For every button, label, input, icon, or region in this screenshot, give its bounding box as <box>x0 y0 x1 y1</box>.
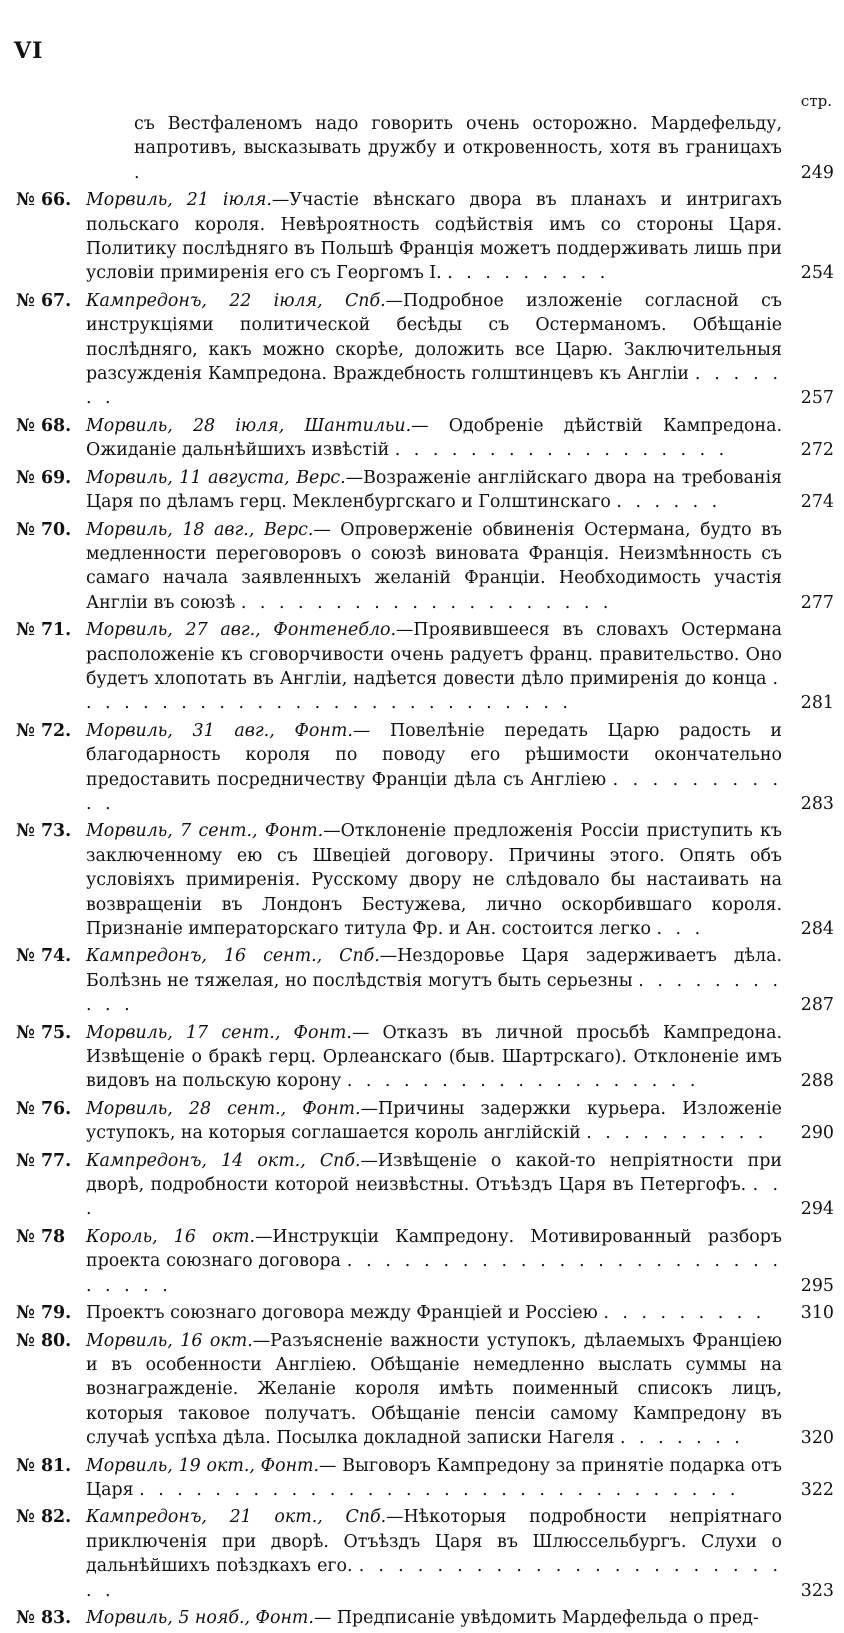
entry-body <box>86 414 782 463</box>
page-number: 284 <box>800 919 834 939</box>
page-number: 254 <box>800 263 834 284</box>
toc-entry <box>16 1329 834 1451</box>
entry-summary: —Извѣщеніе о какой-то непріятности при дворѣ, подробности которой неизвѣстны. Отъѣздъ Царя въ Петергофъ. <box>86 1150 782 1196</box>
page-number: 295 <box>800 1275 834 1296</box>
entry-body <box>86 1097 782 1146</box>
entry-number: № 83. <box>16 1607 72 1628</box>
entry-sender-date: Морвиль, 7 сент., Фонт. <box>86 821 324 842</box>
toc-entry <box>16 819 834 941</box>
page-number: 290 <box>800 1123 834 1144</box>
entry-body <box>86 1454 782 1503</box>
entry-summary: — Отказъ въ личной просьбѣ Кампредона. Извѣщеніе о бракѣ герц. Орлеанскаго (быв. Шартрскаго). Отклоненіе имъ видовъ на польскую корону <box>86 1022 782 1092</box>
toc-entry <box>16 1225 834 1298</box>
entry-summary: — Опроверженіе обвиненія Остермана, будто въ медленности переговоровъ о союзѣ виновата Франція. Неизмѣнность съ самаго начала заявленныхъ желаній Франціи. Необходимость участія Англіи въ союзѣ <box>86 519 782 613</box>
entry-sender-date: Кампредонъ, 21 окт., Спб. <box>86 1507 387 1528</box>
toc-entry <box>16 719 834 817</box>
entry-number: № 71. <box>16 620 72 641</box>
entry-number: № 77. <box>16 1150 72 1171</box>
page-number: 323 <box>800 1580 834 1601</box>
page-number: 322 <box>800 1479 834 1500</box>
entry-body <box>86 719 782 817</box>
toc-entry <box>16 1301 834 1325</box>
toc-entry <box>16 112 834 185</box>
entry-sender-date: Морвиль, 31 авг., Фонт. <box>86 720 353 741</box>
entry-body <box>86 466 782 515</box>
entry-summary: —Подробное изложеніе согласной съ инструкціями политической бесѣды съ Остерманомъ. Обѣщаніе послѣдняго, какъ можно скорѣе, доложить все Царю. Заключительныя разсужденія Кампредона. Враждебность голштинцевъ къ Англіи <box>86 290 782 385</box>
entry-summary: —Возраженіе англійскаго двора на требованія Царя по дѣламъ герц. Мекленбургскаго и Голштинскаго <box>86 467 782 513</box>
entry-summary: —Нѣкоторыя подробности непріятнаго приключенія при дворѣ. Отъѣздъ Царя въ Шлюссельбургъ. Слухи о дальнѣйшихъ поѣздкахъ его. <box>86 1507 782 1577</box>
page-column-label: стр. <box>800 92 832 110</box>
dot-leader: . . . <box>656 919 705 939</box>
entry-summary: — Повелѣніе передать Царю радость и благодарность короля по поводу его рѣшимости окончательно предоставить посредничеству Франціи дѣла съ Англіею <box>86 720 782 790</box>
entry-number: № 72. <box>16 720 72 741</box>
entry-number: № 68. <box>16 415 72 436</box>
page-number: 294 <box>800 1199 834 1220</box>
entry-sender-date: Морвиль, 18 авг., Верс. <box>86 519 314 540</box>
entry-body <box>86 1021 782 1094</box>
page-number: 272 <box>800 440 834 461</box>
toc-entry <box>16 944 834 1017</box>
entry-summary: —Участіе вѣнскаго двора въ планахъ и интригахъ польскаго короля. Невѣроятность содѣйствія имъ со стороны Царя. Политику послѣдняго въ Польшѣ Франція можетъ поддерживать лишь при условіи примиренія его съ Георгомъ I. <box>86 190 782 284</box>
entry-body <box>86 618 782 716</box>
entry-body <box>134 112 782 185</box>
dot-leader: . . . . . . . . . <box>603 1303 766 1324</box>
page-number: 257 <box>800 388 834 409</box>
entry-body <box>86 1606 782 1630</box>
entry-number: № 76. <box>16 1098 72 1119</box>
page-number: 310 <box>800 1303 834 1324</box>
entry-number: № 79. <box>16 1303 72 1324</box>
page-number: 320 <box>800 1428 834 1449</box>
dot-leader: . . . . . . . . . . . . . . . . . . . . . . . . <box>86 1556 782 1601</box>
page-number: 249 <box>800 162 834 183</box>
toc-entry <box>16 1606 834 1630</box>
entry-summary: — Выговоръ Кампредону за принятіе подарка отъ Царя <box>86 1455 782 1500</box>
page-number: 281 <box>800 693 834 714</box>
dot-leader: . . . <box>86 1175 782 1220</box>
entry-number: № 67. <box>16 290 72 311</box>
entry-body <box>86 1225 782 1298</box>
page-number: 287 <box>800 995 834 1016</box>
entry-summary: — Одобреніе дѣйствій Кампредона. Ожиданіе дальнѣйшихъ извѣстій <box>86 415 782 461</box>
entry-body <box>86 518 782 616</box>
entry-body <box>86 819 782 941</box>
entry-sender-date: Морвиль, 21 іюля. <box>86 190 272 211</box>
dot-leader: . . . . . . . . . . . . . . . . . . . . . . . . . . . . . . . . <box>139 1479 740 1500</box>
entry-sender-date: Морвиль, 28 сент., Фонт. <box>86 1098 361 1119</box>
entry-body <box>86 289 782 411</box>
page-number: 288 <box>800 1071 834 1092</box>
entry-body <box>86 1149 782 1222</box>
toc-entry <box>16 518 834 616</box>
entry-number: № 75. <box>16 1022 72 1043</box>
entry-sender-date: Кампредонъ, 16 сент., Спб. <box>86 946 380 967</box>
toc-entry <box>16 1149 834 1222</box>
entry-body <box>86 1301 782 1325</box>
toc-entry <box>16 1454 834 1503</box>
entry-summary: —Инструкціи Кампредону. Мотивированный разборъ проекта союзнаго договора <box>86 1226 782 1272</box>
entry-summary: съ Вестфаленомъ надо говорить очень осторожно. Мардефельду, напротивъ, высказывать дружбу и откровенность, хотя въ границахъ <box>134 114 782 159</box>
entry-body <box>86 1505 782 1603</box>
entry-sender-date: Морвиль, 27 авг., Фонтенебло. <box>86 620 397 641</box>
entry-sender-date: Морвиль, 5 нояб., Фонт. <box>86 1607 314 1628</box>
entry-number: № 70. <box>16 519 72 540</box>
entry-sender-date: Морвиль, 19 окт., Фонт. <box>86 1455 320 1476</box>
table-of-contents <box>16 112 834 1633</box>
dot-leader: . . . . . . . . . . . <box>86 970 783 1016</box>
entry-number: № 81. <box>16 1455 72 1476</box>
dot-leader: . . . . . . . <box>86 364 782 409</box>
page-number: 274 <box>800 492 834 513</box>
dot-leader: . . . . . . . . . . . . . . . . . . . . . . . . . . . . <box>86 1251 782 1296</box>
dot-leader: . . . . . . . . . . . . . . . . . . . <box>346 1071 700 1092</box>
entry-number: № 73. <box>16 821 72 842</box>
entry-body <box>86 1329 782 1451</box>
entry-summary: —Разъясненіе важности уступокъ, дѣлаемыхъ Франціею и въ особенности Англіею. Обѣщаніе немедленно выслать суммы на вознагражденіе. Желаніе короля имѣть поименный списокъ лицъ, которыя таковое получатъ. Обѣщаніе пенсіи самому Кампредону въ случаѣ успѣха дѣла. Посылка докладной записки Нагеля <box>86 1330 782 1449</box>
page-number: 277 <box>800 592 834 613</box>
toc-entry <box>16 1021 834 1094</box>
entry-summary: —Причины задержки курьера. Изложеніе уступокъ, на которыя соглашается король англійскій <box>86 1098 782 1144</box>
page-roman-numeral: VI <box>14 38 44 64</box>
toc-entry <box>16 414 834 463</box>
entry-body <box>86 188 782 286</box>
dot-leader: . . . . . . . . . . . . . . . . . . . . . . . . . . . <box>86 668 782 714</box>
entry-summary: — Предписаніе увѣдомить Мардефельда о пред- <box>313 1607 759 1628</box>
dot-leader: . . . . . . . . . . . . . . . . . . . . <box>240 592 613 613</box>
entry-sender-date: Морвиль, 16 окт. <box>86 1330 253 1351</box>
dot-leader: . . . . . . . . . <box>447 263 610 284</box>
page-number: 283 <box>800 793 834 814</box>
toc-entry <box>16 188 834 286</box>
dot-leader: . . . . . . . . . . . . . . . . . . <box>394 440 729 461</box>
entry-summary: —Отклоненіе предложенія Россіи приступить къ заключенному ею съ Швеціей договору. Причины этого. Опять объ условіяхъ примиренія. Русскому двору не слѣдовало бы настаивать на возвращеніи въ Лондонъ Бестужева, лично оскорбившаго короля. Признаніе императорскаго титула Фр. и Ан. состоится легко <box>86 821 782 939</box>
entry-number: № 69. <box>16 467 72 488</box>
toc-entry <box>16 466 834 515</box>
toc-entry <box>16 1505 834 1603</box>
dot-leader: . <box>134 162 144 183</box>
entry-sender-date: Король, 16 окт. <box>86 1226 256 1247</box>
entry-sender-date: Морвиль, 11 августа, Верс. <box>86 467 346 488</box>
dot-leader: . . . . . . <box>616 492 722 513</box>
entry-number: № 78 <box>16 1226 66 1247</box>
dot-leader: . . . . . . . . . . . <box>86 769 783 814</box>
entry-summary: —Нездоровье Царя задерживаетъ дѣла. Болѣзнь не тяжелая, но послѣдствія могутъ быть серьезны <box>86 946 782 991</box>
dot-leader: . . . . . . . . . . <box>586 1123 768 1144</box>
entry-sender-date: Морвиль, 17 сент., Фонт. <box>86 1022 352 1043</box>
toc-entry <box>16 289 834 411</box>
entry-sender-date: Кампредонъ, 14 окт., Спб. <box>86 1150 361 1171</box>
entry-sender-date: Кампредонъ, 22 іюля, Спб. <box>86 290 386 311</box>
dot-leader: . . . . . . . <box>619 1428 744 1449</box>
toc-entry <box>16 618 834 716</box>
entry-summary: Проектъ союзнаго договора между Франціей и Россіею <box>86 1303 598 1324</box>
entry-number: № 80. <box>16 1330 72 1351</box>
entry-summary: —Проявившееся въ словахъ Остермана расположеніе къ сговорчивости очень радуетъ франц. правительство. Оно будетъ хлопотать въ Англіи, надѣется довести дѣло примиренія до конца <box>86 620 782 689</box>
entry-sender-date: Морвиль, 28 іюля, Шантильи. <box>86 415 412 436</box>
toc-entry <box>16 1097 834 1146</box>
entry-number: № 82. <box>16 1507 72 1528</box>
entry-number: № 66. <box>16 190 72 211</box>
entry-body <box>86 944 782 1017</box>
entry-number: № 74. <box>16 946 72 967</box>
